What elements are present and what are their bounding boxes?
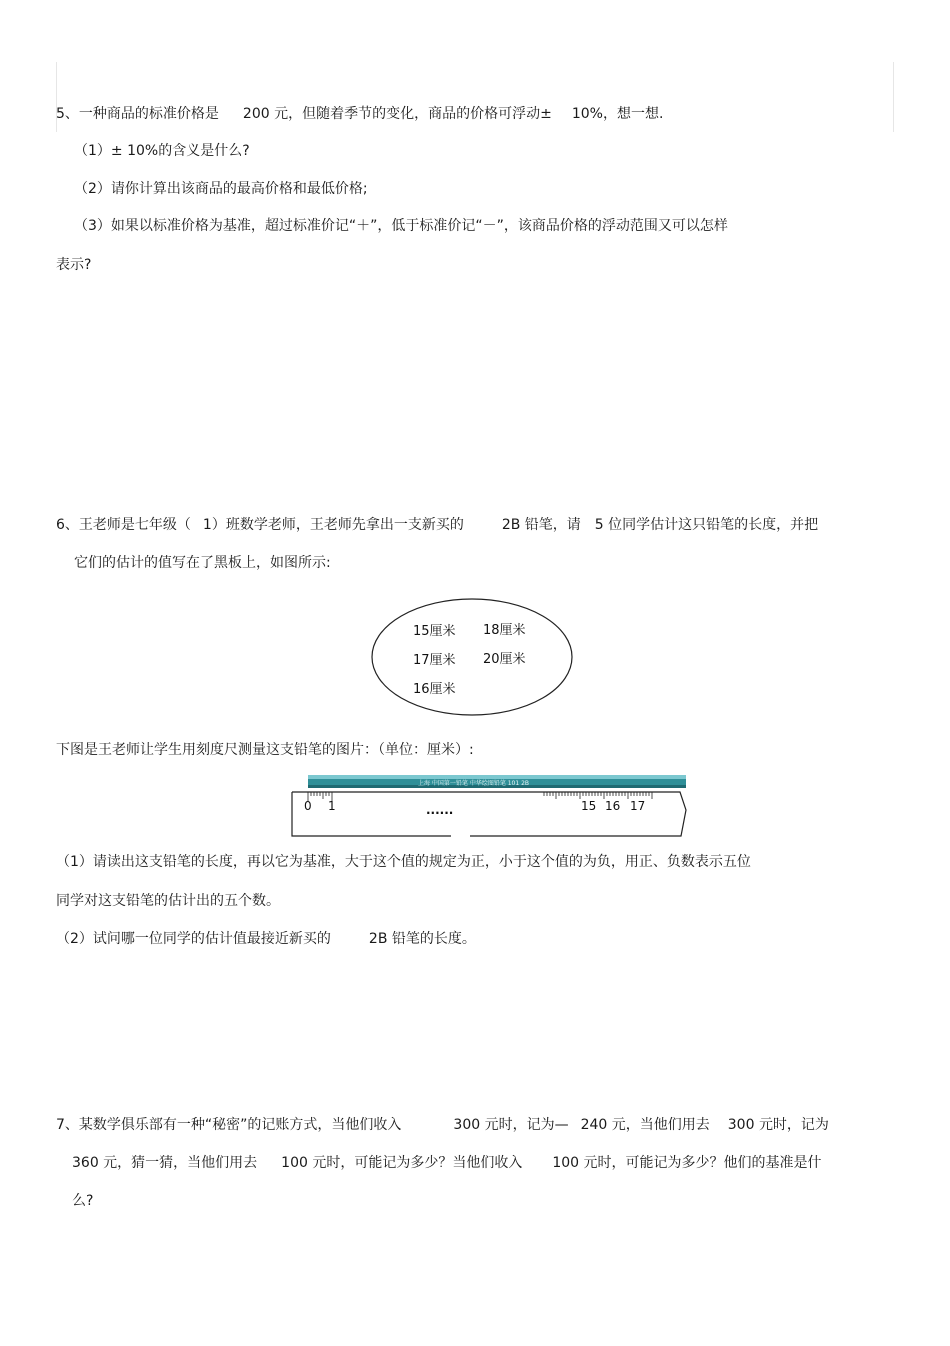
pencil [308, 775, 686, 788]
q7-line-3: 么? [72, 1193, 94, 1209]
q7-line-1-b: 300 元时，记为— [453, 1117, 569, 1133]
pencil-label: 上海 中国第一铅笔 中华绘图铅笔 101 2B [418, 780, 530, 787]
q5-part-3: （3）如果以标准价格为基准，超过标准价记“＋”，低于标准价记“－”，该商品价格的浮动范围又可以怎样 [74, 218, 728, 234]
q6-intro-continued: 它们的估计的值写在了黑板上，如图所示: [74, 555, 331, 571]
q5-part-2: （2）请你计算出该商品的最高价格和最低价格; [74, 181, 368, 197]
q6-intro-b: 1）班数学老师，王老师先拿出一支新买的 [202, 517, 464, 533]
ruler-caption: 下图是王老师让学生用刻度尺测量这支铅笔的图片：（单位：厘米）: [56, 742, 474, 758]
q6-part-2-a: （2）试问哪一位同学的估计值最接近新买的 [56, 931, 331, 947]
q6-part-2-b: 2B 铅笔的长度。 [368, 931, 476, 947]
ruler-ticks-right [544, 792, 652, 799]
ruler-ellipsis: ...... [426, 803, 454, 817]
q7-line-2-a: 360 元，猜一猜，当他们用去 [72, 1155, 258, 1171]
ruler-pencil-figure [288, 772, 694, 840]
q5-part-3-continued: 表示? [56, 257, 92, 273]
ruler-label-15: 15 [581, 799, 597, 813]
ruler-body [292, 792, 686, 836]
q5-part-1: （1）± 10%的含义是什么? [74, 143, 250, 159]
q7-line-2 [72, 1154, 822, 1172]
q7-line-1-c: 240 元，当他们用去 [580, 1117, 710, 1133]
q7-line-1-a: 7、某数学俱乐部有一种“秘密”的记账方式，当他们收入 [56, 1117, 402, 1133]
q7-line-1 [56, 1116, 829, 1134]
estimate-3: 17厘米 [413, 653, 456, 668]
q6-intro-d: 5 位同学估计这只铅笔的长度，并把 [594, 517, 819, 533]
estimate-1: 15厘米 [413, 624, 456, 639]
page-border-right [893, 62, 894, 132]
q6-part-1: （1）请读出这支铅笔的长度，再以它为基准，大于这个值的规定为正，小于这个值的为负，用正、负数表示五位 [56, 854, 751, 870]
q5-intro-c: 10%，想一想. [571, 106, 664, 122]
estimate-2: 18厘米 [483, 623, 526, 638]
q6-intro-c: 2B 铅笔，请 [501, 517, 581, 533]
q5-intro-b: 200 元，但随着季节的变化，商品的价格可浮动± [242, 106, 552, 122]
q5-intro [56, 105, 663, 123]
blackboard-ellipse-figure [370, 596, 576, 718]
q7-line-2-c: 100 元时，可能记为多少？他们的基准是什 [552, 1155, 822, 1171]
q5-intro-a: 5、一种商品的标准价格是 [56, 106, 219, 122]
estimate-5: 16厘米 [413, 682, 456, 697]
ruler-label-17: 17 [630, 799, 646, 813]
estimate-4: 20厘米 [483, 652, 526, 667]
q6-part-1-continued: 同学对这支铅笔的估计出的五个数。 [56, 893, 280, 909]
ruler-label-0: 0 [304, 799, 312, 813]
q6-intro-a: 6、王老师是七年级（ [56, 517, 191, 533]
q7-line-1-d: 300 元时，记为 [727, 1117, 829, 1133]
q6-intro [56, 516, 818, 534]
q7-line-2-b: 100 元时，可能记为多少？当他们收入 [281, 1155, 523, 1171]
ruler-label-16: 16 [605, 799, 621, 813]
q6-part-2 [56, 930, 476, 948]
ruler-label-1: 1 [328, 799, 336, 813]
